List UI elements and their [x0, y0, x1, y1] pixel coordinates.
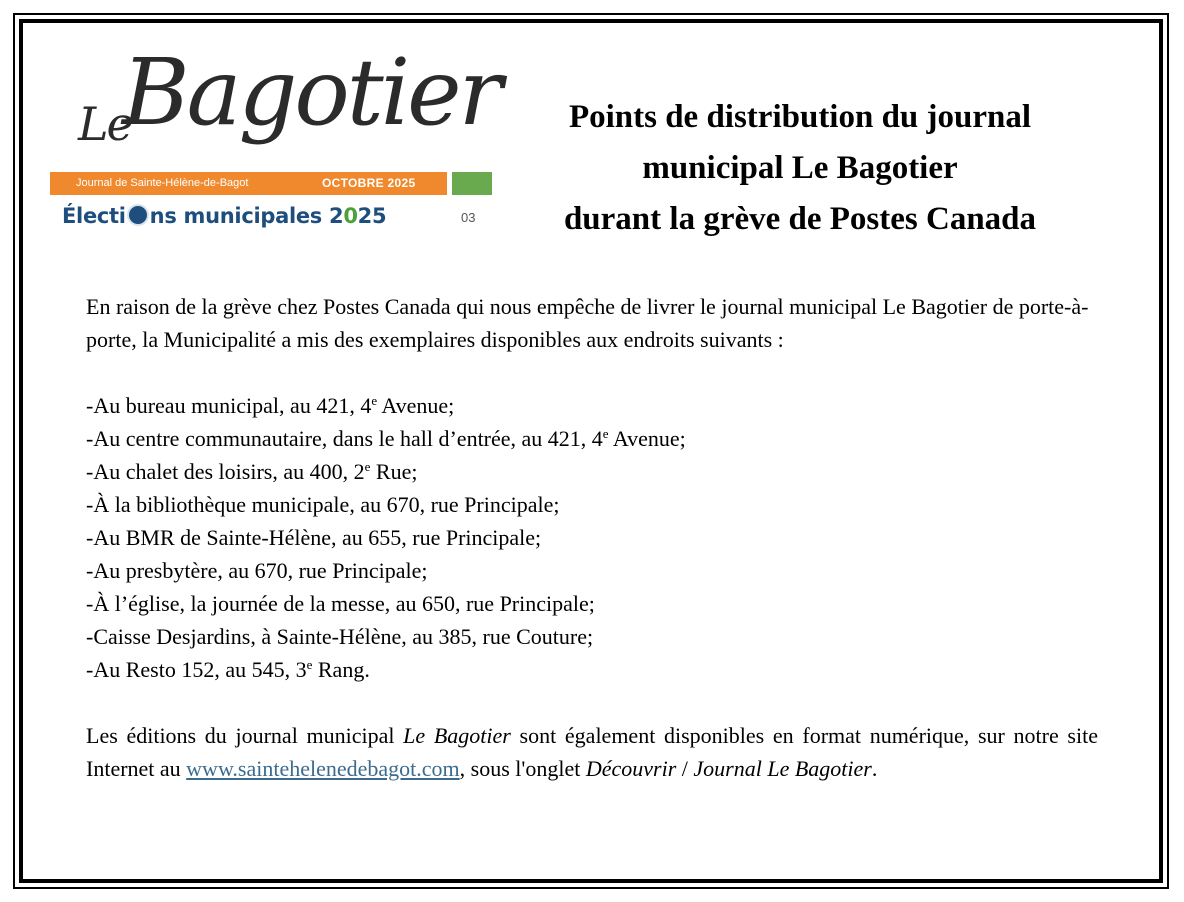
- journal-subtitle: Journal de Sainte-Hélène-de-Bagot: [76, 177, 249, 189]
- website-link[interactable]: www.saintehelenedebagot.com: [186, 756, 460, 781]
- list-item: -Au bureau municipal, au 421, 4e Avenue;: [86, 393, 455, 418]
- list-item: -À l’église, la journée de la messe, au 650, rue Principale;: [86, 591, 595, 616]
- locations-list: [86, 389, 1098, 686]
- masthead: [48, 39, 500, 245]
- green-zero: 0: [343, 204, 358, 228]
- list-item: -Au Resto 152, au 545, 3e Rang.: [86, 657, 370, 682]
- list-item: -Au BMR de Sainte-Hélène, au 655, rue Principale;: [86, 525, 542, 550]
- masthead-green-box: [452, 172, 492, 195]
- masthead-band: [50, 172, 447, 195]
- page-number: 03: [461, 210, 476, 225]
- title-line-2: municipal Le Bagotier: [642, 150, 958, 186]
- town-hall-icon: [127, 204, 149, 226]
- list-item: -Au centre communautaire, dans le hall d’entrée, au 421, 4e Avenue;: [86, 426, 686, 451]
- title-line-3: durant la grève de Postes Canada: [563, 201, 1037, 237]
- logo-bagotier: Bagotier: [122, 39, 500, 146]
- title-line-1: Points de distribution du journal: [568, 99, 1032, 135]
- list-item: -Au chalet des loisirs, au 400, 2e Rue;: [86, 459, 418, 484]
- list-item: -Caisse Desjardins, à Sainte-Hélène, au 385, rue Couture;: [86, 624, 594, 649]
- list-item: -À la bibliothèque municipale, au 670, rue Principale;: [86, 492, 560, 517]
- list-item: -Au presbytère, au 670, rue Principale;: [86, 558, 428, 583]
- article-body: [86, 290, 1098, 785]
- intro-paragraph: En raison de la grève chez Postes Canada qui nous empêche de livrer le journal municipal Le Bagotier de porte-à-porte, la Municipalité a mis des exemplaires disponibles aux endroits suivants :: [86, 294, 1089, 352]
- logo-le: Le: [78, 97, 132, 151]
- closing-paragraph: Les éditions du journal municipal Le Bagotier sont également disponibles en format numérique, sur notre site Internet au www.saintehelenedebagot.com, sous l'onglet Découvrir / Journal Le Bagotier.: [86, 723, 1098, 781]
- elections-banner: Électi ns municipales 2025: [62, 204, 387, 228]
- page-title: [520, 92, 1080, 245]
- issue-date: OCTOBRE 2025: [322, 176, 416, 190]
